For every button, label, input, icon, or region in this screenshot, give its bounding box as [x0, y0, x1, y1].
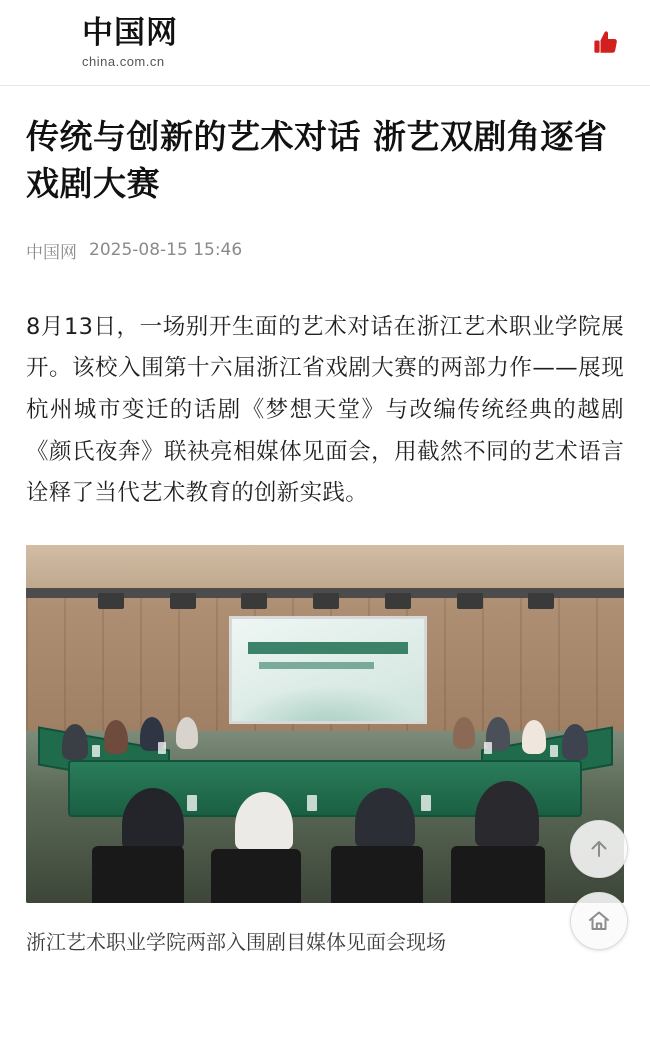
brand-name-en: china.com.cn — [82, 53, 165, 69]
arrow-up-icon — [586, 836, 612, 862]
photo-water-glass — [158, 742, 166, 754]
photo-foreground-person — [122, 788, 184, 850]
article-figure — [26, 545, 624, 959]
thumbs-up-icon[interactable] — [584, 21, 628, 65]
photo-attendee — [62, 724, 88, 760]
photo-chair — [92, 846, 184, 903]
photo-chair — [451, 846, 545, 903]
photo-chair — [331, 846, 423, 903]
photo-attendee — [453, 717, 475, 749]
photo-ceiling-light — [313, 593, 339, 609]
article-body — [0, 86, 650, 959]
photo-water-glass — [484, 742, 492, 754]
site-logo[interactable] — [26, 14, 178, 69]
photo-attendee — [176, 717, 198, 749]
photo-ceiling-light — [170, 593, 196, 609]
article-paragraph-1: 8月13日，一场别开生面的艺术对话在浙江艺术职业学院展开。该校入围第十六届浙江省戏剧大赛的两部力作——展现杭州城市变迁的话剧《梦想天堂》与改编传统经典的越剧《颜氏夜奔》联袂亮相媒体见面会，用截然不同的艺术语言诠释了当代艺术教育的创新实践。 — [26, 313, 624, 507]
photo-foreground-person — [355, 788, 415, 848]
photo-attendee — [522, 720, 546, 754]
figure-caption: 浙江艺术职业学院两部入围剧目媒体见面会现场 — [26, 929, 446, 954]
c-circle-logo-icon — [26, 20, 72, 66]
photo-ceiling-light — [457, 593, 483, 609]
photo-presentation-screen — [229, 616, 426, 723]
scroll-to-top-button[interactable] — [570, 820, 628, 878]
photo-attendee — [104, 720, 128, 754]
photo-water-glass — [550, 745, 558, 757]
photo-screen-title-bar — [248, 642, 409, 654]
photo-screen-subtitle-bar — [259, 662, 374, 669]
floating-action-buttons — [570, 820, 628, 950]
photo-chair — [211, 849, 301, 903]
photo-ceiling-light — [98, 593, 124, 609]
photo-ceiling — [26, 545, 624, 592]
brand-text — [82, 14, 178, 69]
photo-ceiling-light — [528, 593, 554, 609]
brand-name-cn: 中国网 — [82, 14, 178, 51]
photo-water-glass — [421, 795, 431, 811]
photo-water-glass — [307, 795, 317, 811]
photo-foreground-person — [475, 781, 539, 847]
article-source: 中国网 — [26, 242, 77, 263]
photo-water-glass — [187, 795, 197, 811]
photo-ceiling-light — [385, 593, 411, 609]
conference-photo — [26, 545, 624, 903]
article-meta — [26, 238, 624, 263]
photo-screen-graphic — [232, 685, 423, 720]
page-title: 传统与创新的艺术对话 浙艺双剧角逐省戏剧大赛 — [26, 117, 608, 203]
photo-water-glass — [92, 745, 100, 757]
photo-ceiling-light — [241, 593, 267, 609]
home-icon — [586, 908, 612, 934]
site-header — [0, 0, 650, 86]
article-datetime: 2025-08-15 15:46 — [89, 240, 243, 261]
home-button[interactable] — [570, 892, 628, 950]
